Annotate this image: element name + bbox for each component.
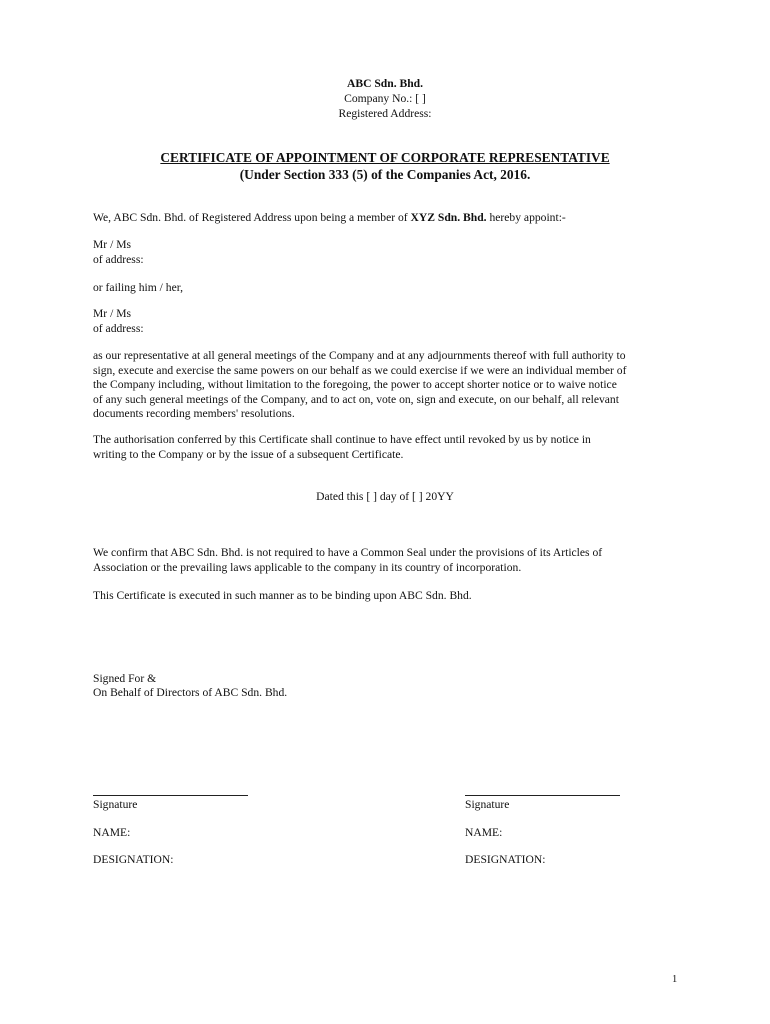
appointee-2-name: Mr / Ms: [93, 307, 132, 320]
certificate-title-text: CERTIFICATE OF APPOINTMENT OF CORPORATE REPRESENTATIVE: [160, 150, 610, 165]
appointee-1-name: Mr / Ms: [93, 238, 132, 251]
failing-him-her: or failing him / her,: [93, 281, 184, 294]
appointee-2-address: of address:: [93, 322, 144, 335]
page-number: 1: [672, 974, 678, 985]
seal-line: We confirm that ABC Sdn. Bhd. is not required to have a Common Seal under the provisions of its Articles of: [93, 546, 603, 559]
dated-line: Dated this [ ] day of [ ] 20YY: [316, 490, 454, 503]
company-number: Company No.: [ ]: [344, 92, 426, 105]
authority-paragraph: [93, 349, 626, 422]
authority-line: the Company including, without limitation to the foregoing, the power to accept shorter notice or to waive notice: [93, 378, 617, 391]
right-signature-line: [465, 795, 620, 796]
intro-text-before: We, ABC Sdn. Bhd. of Registered Address upon being a member of: [93, 211, 411, 224]
authority-line: as our representative at all general meetings of the Company and at any adjournments thereof with full authority to: [93, 349, 626, 362]
signed-for-label: Signed For &: [93, 672, 157, 685]
member-company-name: XYZ Sdn. Bhd.: [410, 211, 487, 224]
left-designation-label: DESIGNATION:: [93, 853, 174, 866]
authorisation-paragraph: [93, 433, 591, 462]
common-seal-paragraph: [93, 546, 602, 575]
company-name: ABC Sdn. Bhd.: [346, 77, 424, 90]
certificate-title: [0, 150, 770, 166]
on-behalf-label: On Behalf of Directors of ABC Sdn. Bhd.: [93, 686, 288, 699]
intro-text-after: hereby appoint:-: [486, 211, 566, 224]
appointment-intro: [93, 211, 566, 226]
authorisation-line: writing to the Company or by the issue of a subsequent Certificate.: [93, 447, 404, 461]
authority-line: of any such general meetings of the Company, and to act on, vote on, sign and execute, on our behalf, all relevant: [93, 392, 619, 406]
registered-address-label: Registered Address:: [338, 107, 432, 120]
right-name-label: NAME:: [465, 826, 503, 839]
executed-statement: This Certificate is executed in such manner as to be binding upon ABC Sdn. Bhd.: [93, 589, 472, 602]
authority-line: documents recording members' resolutions.: [93, 407, 295, 420]
seal-line: Association or the prevailing laws applicable to the company in its country of incorporation.: [93, 560, 522, 574]
certificate-subtitle: (Under Section 333 (5) of the Companies Act, 2016.: [239, 167, 531, 182]
right-designation-label: DESIGNATION:: [465, 853, 546, 866]
right-signature-label: Signature: [465, 798, 510, 811]
left-name-label: NAME:: [93, 826, 131, 839]
appointee-1-address: of address:: [93, 253, 144, 266]
left-signature-line: [93, 795, 248, 796]
left-signature-label: Signature: [93, 798, 138, 811]
authorisation-line: The authorisation conferred by this Certificate shall continue to have effect until revoked by us by notice in: [93, 433, 591, 446]
authority-line: sign, execute and exercise the same powers on our behalf as we could exercise if we were an individual member of: [93, 363, 627, 377]
